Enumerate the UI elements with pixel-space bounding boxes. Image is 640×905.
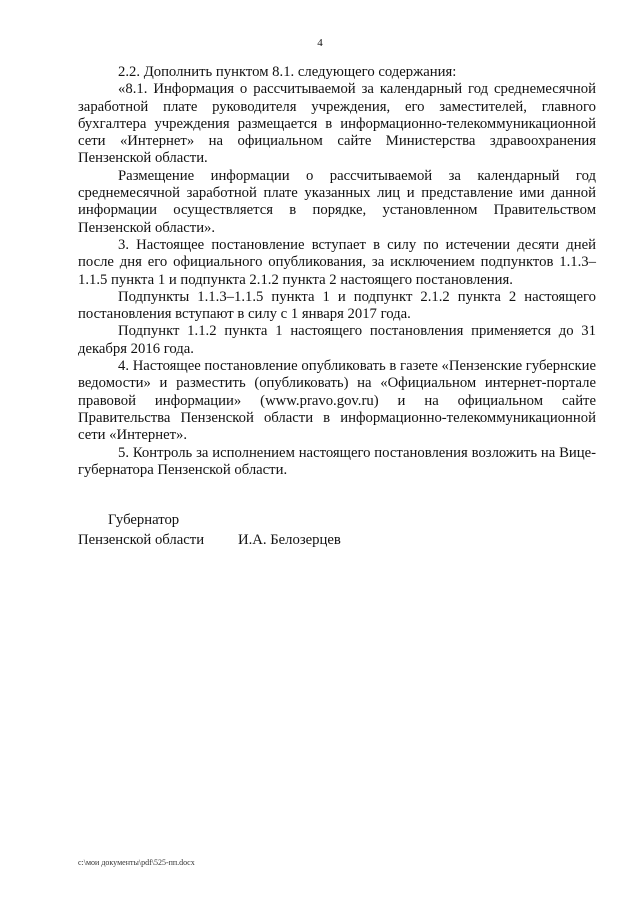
page-number: 4 xyxy=(317,37,323,49)
paragraph-3: 3. Настоящее постановление вступает в силу по истечении десяти дней после дня его официального опубликования, за исключением подпунктов 1.1.3–1.1.5 пункта 1 и подпункта 2.1.2 пункта 2 настоящего постановления. xyxy=(78,236,596,288)
signer-name: И.А. Белозерцев xyxy=(238,532,341,548)
signer-region: Пензенской области xyxy=(78,532,205,548)
paragraph-placement: Размещение информации о рассчитываемой за календарный год среднемесячной заработной плате указанных лиц и представление ими данной информации осуществляется в порядке, установленном Правительством Пензенской области». xyxy=(78,167,596,236)
footer-file-path: c:\мои документы\pdf\525-пп.docx xyxy=(78,858,195,867)
signer-title: Губернатор xyxy=(108,512,180,528)
signature-block xyxy=(78,510,478,550)
paragraph-5: 5. Контроль за исполнением настоящего постановления возложить на Вице-губернатора Пензенской области. xyxy=(78,444,596,478)
paragraph-4: 4. Настоящее постановление опубликовать в газете «Пензенские губернские ведомости» и разместить (опубликовать) на «Официальном интернет-портале правовой информации» (www.pravo.gov.ru) и на официальном сайте Правительства Пензенской области в информационно-телекоммуникационной сети «Интернет». xyxy=(78,358,596,444)
paragraph-subpoint-applies: Подпункт 1.1.2 пункта 1 настоящего постановления применяется до 31 декабря 2016 года. xyxy=(78,323,596,357)
paragraph-8-1: «8.1. Информация о рассчитываемой за календарный год среднемесячной заработной плате руководителя учреждения, его заместителей, главного бухгалтера учреждения размещается в информационно-телекоммуникационной сети «Интернет» на официальном сайте Министерства здравоохранения Пензенской области. xyxy=(78,81,596,167)
paragraph-subpoints-effective: Подпункты 1.1.3–1.1.5 пункта 1 и подпункт 2.1.2 пункта 2 настоящего постановления вступают в силу с 1 января 2017 года. xyxy=(78,288,596,323)
document-body xyxy=(78,64,596,479)
paragraph-2-2: 2.2. Дополнить пунктом 8.1. следующего содержания: xyxy=(118,64,457,80)
signer-row xyxy=(78,530,478,550)
